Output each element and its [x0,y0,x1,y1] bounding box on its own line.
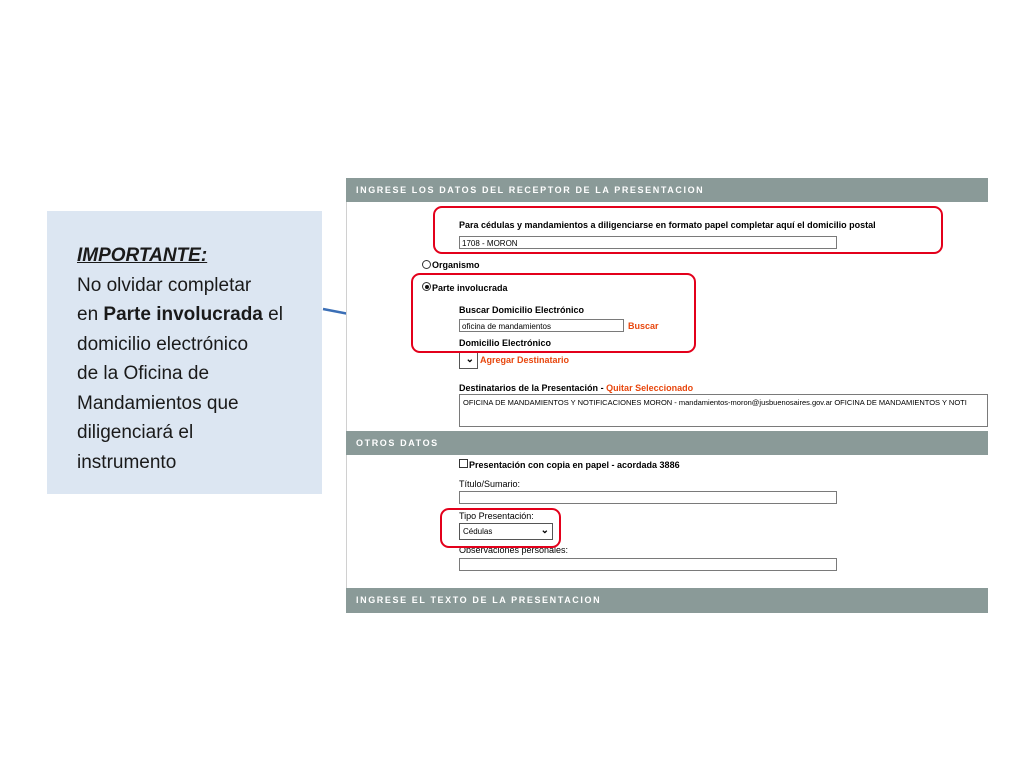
tipo-presentacion-value: Cédulas [463,527,493,536]
observaciones-input[interactable] [459,558,837,571]
note-line-2-pre: en [77,304,104,325]
destinatarios-separator: - [598,383,607,393]
radio-parte-involucrada-label: Parte involucrada [432,283,508,293]
section-header-texto: INGRESE EL TEXTO DE LA PRESENTACION [346,588,988,613]
domicilio-electronico-select[interactable] [459,352,478,369]
tipo-presentacion-select[interactable] [459,523,553,540]
titulo-sumario-input[interactable] [459,491,837,504]
quitar-seleccionado-link[interactable]: Quitar Seleccionado [606,383,694,393]
agregar-destinatario-link[interactable]: Agregar Destinatario [480,355,570,365]
postal-address-label: Para cédulas y mandamientos a diligenciarse en formato papel completar aquí el domicilio postal [459,220,876,230]
note-line-7: instrumento [77,451,177,473]
note-line-4: de la Oficina de [77,363,210,384]
presentation-form [346,178,988,613]
search-domicilio-input[interactable]: oficina de mandamientos [459,319,624,332]
note-line-2-post: el [262,304,283,325]
note-title: IMPORTANTE: [77,245,208,266]
destinatarios-label: Destinatarios de la Presentación [459,383,599,393]
titulo-sumario-label: Título/Sumario: [459,479,521,489]
radio-parte-involucrada[interactable] [422,282,431,291]
buscar-link[interactable]: Buscar [628,321,659,331]
section-header-otros-datos: OTROS DATOS [346,431,988,455]
copia-papel-label: Presentación con copia en papel - acordada 3886 [469,460,680,470]
destinatarios-list[interactable] [459,394,988,427]
observaciones-label: Observaciones personales: [459,545,569,555]
domicilio-electronico-label: Domicilio Electrónico [459,338,552,348]
note-line-3: domicilio electrónico [77,333,249,355]
important-note [47,211,322,494]
note-line-2-bold: Parte involucrada [103,304,263,325]
copia-papel-checkbox[interactable] [459,459,468,468]
section-header-receptor: INGRESE LOS DATOS DEL RECEPTOR DE LA PRESENTACION [346,178,988,202]
note-line-5: Mandamientos que [77,392,239,414]
destinatario-item[interactable]: OFICINA DE MANDAMIENTOS Y NOTIFICACIONES MORON - mandamientos-moron@jusbuenosaires.gov.ar OFICINA DE MANDAMIENTOS Y NOTI [463,398,967,407]
note-line-6: diligenciará el [77,422,194,443]
radio-organismo-label: Organismo [432,260,480,270]
search-domicilio-label: Buscar Domicilio Electrónico [459,305,585,315]
note-line-1: No olvidar completar [77,274,252,296]
chevron-down-icon: ⌄ [465,354,474,365]
note-line-2 [77,300,322,330]
radio-organismo[interactable] [422,260,431,269]
postal-address-input[interactable]: 1708 - MORON [459,236,837,249]
chevron-down-icon: ⌄ [540,525,549,536]
form-left-border [346,202,347,613]
tipo-presentacion-label: Tipo Presentación: [459,511,534,521]
destinatarios-label-row [459,383,693,393]
